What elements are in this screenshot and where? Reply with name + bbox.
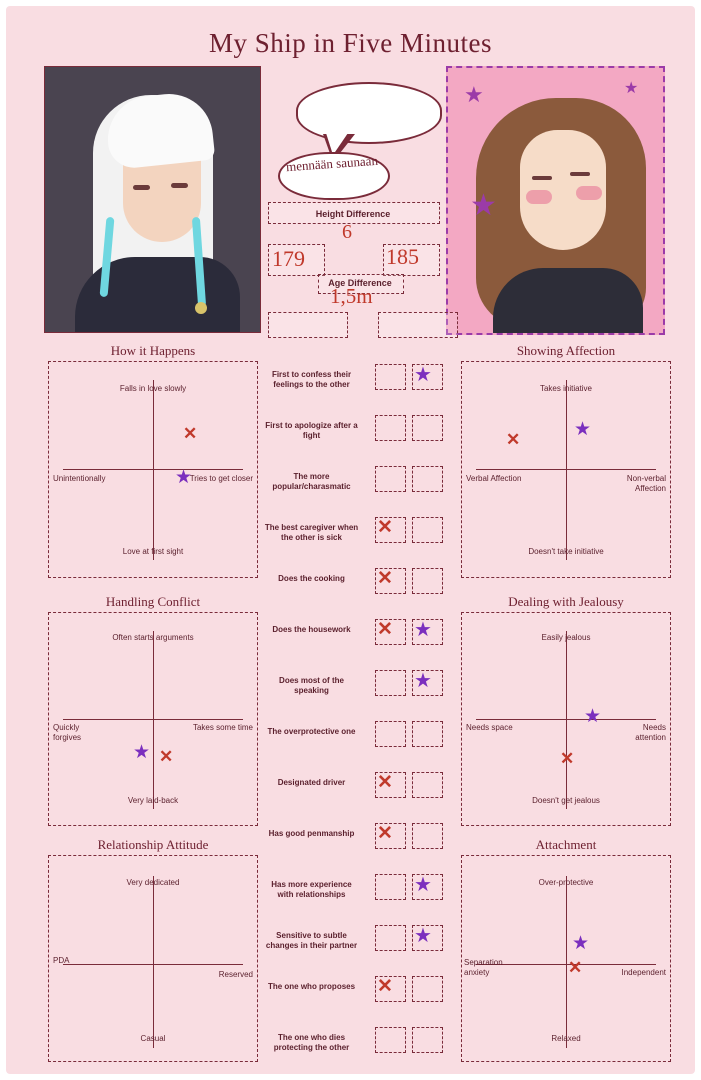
checkmark-star-right: ★ [414, 364, 432, 386]
checklist-item-label: Does most of the speaking [279, 676, 344, 695]
panel-handling-conflict [48, 594, 258, 826]
mark-x: ✕ [159, 747, 174, 766]
right-height-value: 185 [386, 244, 419, 269]
axis-label-top: Falls in love slowly [119, 384, 187, 393]
checklist-checkbox-left[interactable] [375, 925, 406, 951]
speech-bubble-text-label: mennään saunaan [285, 152, 379, 175]
torso-shape [493, 268, 643, 335]
checklist-checkbox-right[interactable] [412, 976, 443, 1002]
checklist-checkbox-right[interactable] [412, 517, 443, 543]
checkmark-star-right: ★ [414, 925, 432, 947]
panel-title: Handling Conflict [105, 594, 201, 609]
mark-x: ✕ [506, 430, 521, 449]
checklist-item-label: Does the cooking [278, 574, 345, 583]
left-height-value: 179 [272, 246, 305, 271]
checklist-item-label: Does the housework [272, 625, 351, 634]
checkmark-x-left: ✕ [377, 517, 393, 538]
speech-bubble-empty [296, 82, 442, 144]
axis-label-left: Quickly forgives [53, 723, 82, 742]
axis-vertical [153, 876, 154, 1048]
axis-label-bottom: Doesn't take initiative [528, 547, 604, 556]
axis-label-bottom: Love at first sight [122, 547, 184, 556]
checklist-item-label: Sensitive to subtle changes in their partner [265, 931, 358, 950]
collar-button [195, 302, 207, 314]
checkmark-x-left: ✕ [377, 823, 393, 844]
checkmark-star-right: ★ [414, 874, 432, 896]
extra-box-right [378, 312, 458, 338]
checklist-checkbox-left[interactable] [375, 466, 406, 492]
age-difference-value: 1,5m [330, 284, 373, 308]
axis-label-right: Independent [621, 968, 666, 977]
axis-label-top: Over-protective [538, 878, 594, 887]
mark-x: ✕ [560, 749, 575, 768]
panel-title: Attachment [535, 837, 597, 852]
age-difference-label: Age Difference [328, 278, 392, 288]
checklist-item-label: The best caregiver when the other is sick [264, 523, 359, 542]
checkmark-star-right: ★ [414, 670, 432, 692]
fringe-shape [104, 90, 216, 171]
axis-label-left: PDA [53, 956, 70, 965]
meme-sheet [6, 6, 695, 1074]
checklist-item-label: The more popular/charasmatic [272, 472, 351, 491]
checklist-checkbox-left[interactable] [375, 721, 406, 747]
axis-label-left: Verbal Affection [466, 474, 522, 483]
star-decoration-icon: ★ [464, 82, 484, 107]
star-decoration-icon: ★ [470, 189, 497, 222]
mark-star: ★ [133, 742, 151, 763]
axis-label-top: Very dedicated [126, 878, 180, 887]
checklist-checkbox-left[interactable] [375, 364, 406, 390]
checkmark-star-right: ★ [414, 619, 432, 641]
checklist-item-label: Designated driver [277, 778, 346, 787]
axis-label-bottom: Very laid-back [127, 796, 179, 805]
checklist-checkbox-right[interactable] [412, 823, 443, 849]
panel-title: Dealing with Jealousy [508, 594, 624, 609]
checklist-checkbox-left[interactable] [375, 1027, 406, 1053]
mark-star: ★ [175, 467, 193, 488]
cheek-blush-left [526, 190, 552, 204]
checklist-item-label: The one who dies protecting the other [273, 1033, 350, 1052]
checkmark-x-left: ✕ [377, 772, 393, 793]
panel-title: How it Happens [110, 343, 196, 358]
axis-label-right: Reserved [218, 970, 253, 979]
checklist-item-label: The overprotective one [267, 727, 356, 736]
panel-relationship-attitude [48, 837, 258, 1062]
axis-vertical [566, 631, 567, 809]
axis-vertical [153, 631, 154, 809]
height-difference-label: Height Difference [315, 209, 391, 219]
axis-label-left: Separation anxiety [464, 958, 503, 977]
eye-left [133, 185, 150, 190]
star-decoration-icon: ★ [624, 80, 639, 97]
axis-vertical [153, 380, 154, 560]
checkmark-x-left: ✕ [377, 619, 393, 640]
panel-showing-affection [461, 343, 671, 578]
height-difference-value: 6 [342, 221, 352, 243]
axis-label-right: Tries to get closer [189, 474, 253, 483]
axis-label-top: Easily jealous [541, 633, 591, 642]
axis-label-bottom: Relaxed [551, 1034, 581, 1043]
portrait-right-character [446, 66, 665, 335]
checklist-checkbox-right[interactable] [412, 466, 443, 492]
panel-attachment [461, 837, 671, 1062]
axis-vertical [566, 380, 567, 560]
checklist-item-label: Has good penmanship [268, 829, 355, 838]
mark-star: ★ [572, 933, 590, 954]
checklist-checkbox-right[interactable] [412, 415, 443, 441]
mark-star: ★ [584, 706, 602, 727]
checklist-item-label: The one who proposes [267, 982, 356, 991]
axis-label-right: Needs attention [635, 723, 666, 742]
checklist-checkbox-left[interactable] [375, 670, 406, 696]
axis-label-left: Unintentionally [53, 474, 106, 483]
axis-label-bottom: Doesn't get jealous [532, 796, 600, 805]
checklist-checkbox-right[interactable] [412, 1027, 443, 1053]
checkmark-x-left: ✕ [377, 976, 393, 997]
eye-right [570, 172, 590, 176]
eye-right [171, 183, 188, 188]
axis-label-top: Often starts arguments [112, 633, 194, 642]
cheek-blush-right [576, 186, 602, 200]
axis-label-top: Takes initiative [539, 384, 593, 393]
axis-label-right: Takes some time [192, 723, 253, 732]
eye-left [532, 176, 552, 180]
checklist-checkbox-left[interactable] [375, 874, 406, 900]
checklist-checkbox-right[interactable] [412, 568, 443, 594]
checkmark-x-left: ✕ [377, 568, 393, 589]
axis-label-bottom: Casual [140, 1034, 166, 1043]
checklist-item-label: First to apologize after a fight [265, 421, 358, 440]
portrait-left-character [44, 66, 261, 333]
checklist-checkbox-right[interactable] [412, 772, 443, 798]
checklist-item-label: First to confess their feelings to the other [271, 370, 352, 389]
extra-box-left [268, 312, 348, 338]
panel-title: Relationship Attitude [97, 837, 209, 852]
mark-x: ✕ [568, 958, 583, 977]
panel-title: Showing Affection [516, 343, 616, 358]
page-title: My Ship in Five Minutes [208, 28, 493, 58]
mark-x: ✕ [183, 424, 198, 443]
checklist-checkbox-right[interactable] [412, 721, 443, 747]
mark-star: ★ [574, 419, 592, 440]
axis-label-left: Needs space [466, 723, 513, 732]
axis-label-right: Non-verbal Affection [626, 474, 666, 493]
axis-vertical [566, 876, 567, 1048]
panel-dealing-with-jealousy [461, 594, 671, 826]
checklist-checkbox-left[interactable] [375, 415, 406, 441]
checklist-item-label: Has more experience with relationships [271, 880, 352, 899]
panel-how-it-happens [48, 343, 258, 578]
